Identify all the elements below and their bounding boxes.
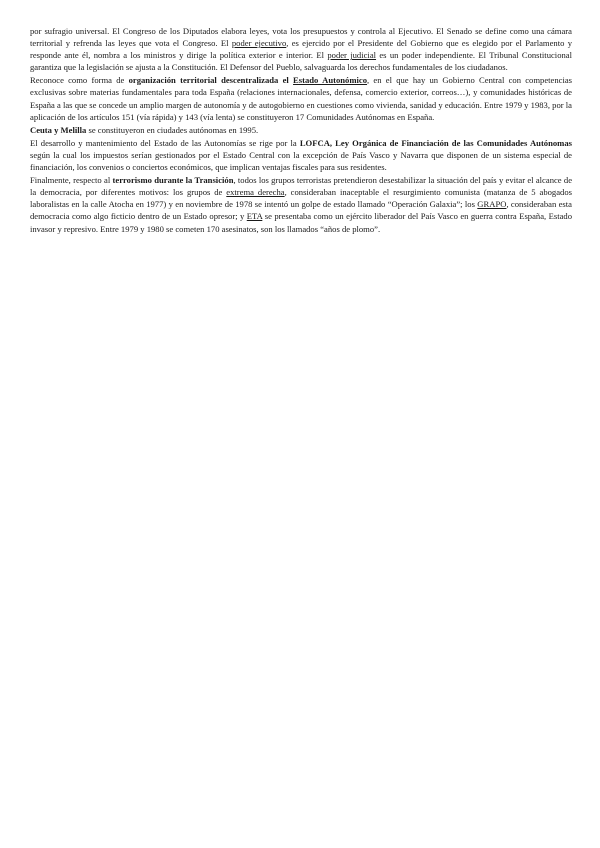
paragraph-poderes — [30, 25, 572, 73]
bold-text: organización territorial descentralizada el — [128, 75, 294, 86]
paragraph-organizacion-territorial — [30, 74, 572, 122]
bold-text: terrorismo durante la Transición — [112, 175, 234, 186]
text: es un poder independiente. El Tribunal Constitucional garantiza que la legislación se ajusta a la Constitución. El Defensor del Pueblo, salvaguarda los derechos fundamentales de los ciudadanos. — [30, 50, 572, 73]
text: , consideraban esta democracia como algo ficticio dentro de un Estado opresor; y — [30, 199, 572, 222]
link-extrema-derecha[interactable]: extrema derecha — [226, 187, 285, 198]
bold-text: Ceuta y Melilla — [30, 124, 87, 135]
text: , es ejercido por el Presidente del Gobierno que es elegido por el Parlamento y responde ante él, nombra a los ministros y dirige la política exterior e interior. El — [30, 38, 573, 61]
text: Finalmente, respecto al — [30, 175, 113, 186]
bold-text: LOFCA, Ley Orgánica de Financiación de las Comunidades Autónomas — [299, 137, 572, 148]
paragraph-terrorismo — [30, 174, 572, 234]
link-grapo[interactable]: GRAPO — [477, 199, 507, 210]
link-poder-judicial[interactable]: poder judicial — [327, 50, 377, 61]
link-poder-ejecutivo[interactable]: poder ejecutivo — [231, 38, 287, 49]
link-eta[interactable]: ETA — [246, 211, 263, 222]
text: , todos los grupos terroristas pretendieron desestabilizar la situación del país y evitar el alcance de la democracia, por diferentes motivos: los grupos de — [30, 175, 573, 198]
text: Reconoce como forma de — [30, 75, 129, 86]
text: El desarrollo y mantenimiento del Estado de las Autonomías se rige por la — [30, 137, 300, 148]
text: , consideraban inaceptable el resurgimiento comunista (matanza de 5 abogados laboralistas en la calle Atocha en 1977) y en noviembre de 1978 se intentó un golpe de estado llamado “Operación Galaxia”; los — [30, 187, 572, 210]
text: según la cual los impuestos serían gestionados por el Estado Central con la excepción de País Vasco y Navarra que disponen de un sistema especial de financiación, los convenios o conciertos económicos, que implican ventajas fiscales para sus residentes. — [30, 149, 572, 173]
text: se constituyeron en ciudades autónomas en 1995. — [86, 124, 259, 135]
paragraph-lofca — [30, 137, 572, 173]
link-estado-autonomico[interactable]: Estado Autonómico — [293, 75, 368, 86]
text: , en el que hay un Gobierno Central con competencias exclusivas sobre materias fundamentales para toda España (relaciones internacionales, defensa, comercio exterior, correos…), y comunidades históricas de España a las que se concede un amplio margen de autonomía y de autogobierno en cuestiones como vivienda, sanidad y educación. Entre 1979 y 1983, por la aplicación de los artículos 151 (vía rápida) y 143 (vía lenta) se constituyeron 17 Comunidades Autónomas en España. — [30, 75, 573, 122]
document-page — [30, 25, 572, 235]
paragraph-ceuta-melilla — [30, 124, 572, 136]
text: se presentaba como un ejército liberador del País Vasco en guerra contra España, Estado invasor y represivo. Entre 1979 y 1980 se cometen 170 asesinatos, son los llamados “años de plomo”. — [30, 211, 572, 234]
text: por sufragio universal. El Congreso de los Diputados elabora leyes, vota los presupuestos y controla al Ejecutivo. El Senado se define como una cámara territorial y refrenda las leyes que vota el Congreso. El — [30, 26, 572, 49]
